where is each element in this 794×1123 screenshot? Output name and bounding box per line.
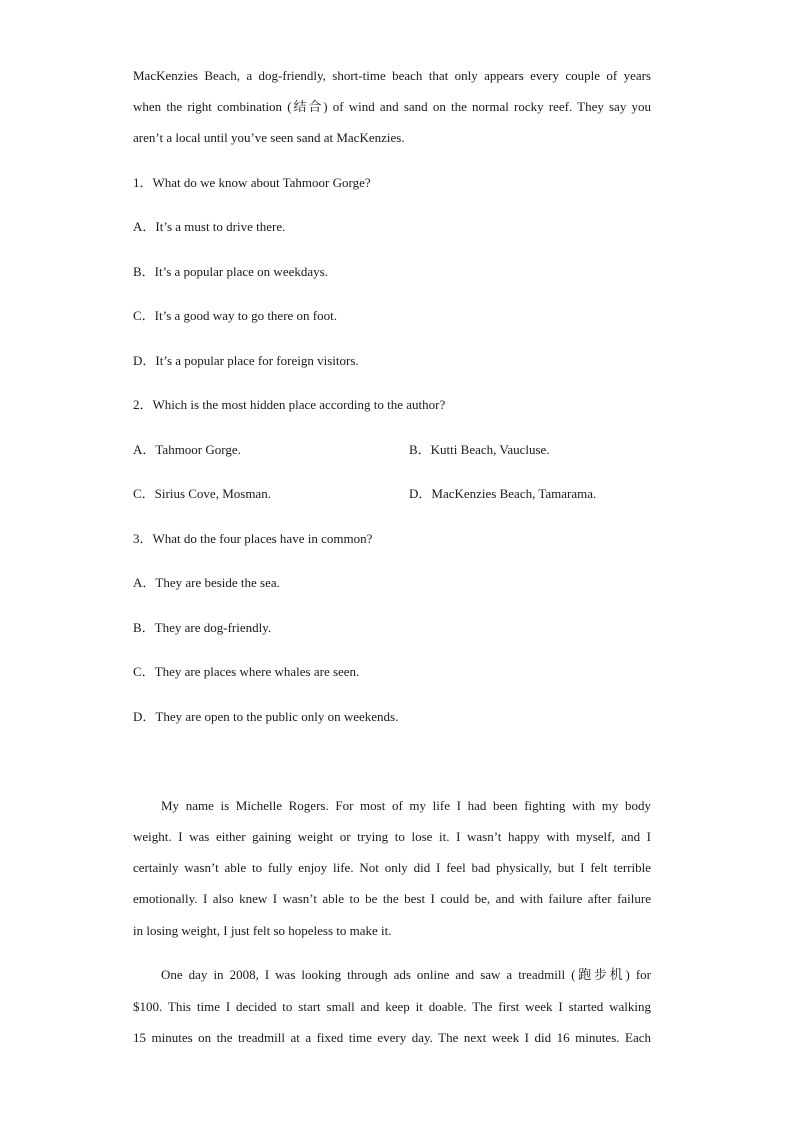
question-3-option-c: C．They are places where whales are seen. (133, 664, 360, 679)
question-2-option-d: D．MacKenzies Beach, Tamarama. (409, 486, 597, 501)
question-1-stem: 1．What do we know about Tahmoor Gorge? (133, 175, 371, 190)
paragraph-1-line: in losing weight, I just felt so hopeless to make it. (133, 923, 392, 938)
question-3-stem: 3．What do the four places have in common? (133, 531, 373, 546)
paragraph-1-line: emotionally. I also knew I wasn’t able to be the best I could be, and with failure after failure (133, 891, 651, 906)
question-2-stem: 2．Which is the most hidden place according to the author? (133, 397, 446, 412)
question-3-option-b: B．They are dog-friendly. (133, 620, 272, 635)
paragraph-1-line: certainly wasn’t able to fully enjoy life. Not only did I feel bad physically, but I felt terrible (133, 860, 651, 875)
passage-line: when the right combination (结合) of wind and sand on the normal rocky reef. They say you (133, 99, 651, 114)
passage-line: MacKenzies Beach, a dog-friendly, short-time beach that only appears every couple of years (133, 68, 651, 83)
question-1-option-a: A．It’s a must to drive there. (133, 219, 286, 234)
question-1-option-d: D．It’s a popular place for foreign visitors. (133, 353, 359, 368)
paragraph-2-line: One day in 2008, I was looking through ads online and saw a treadmill (跑步机) for (161, 967, 651, 982)
question-2-option-c: C．Sirius Cove, Mosman. (133, 486, 271, 501)
question-3-option-a: A．They are beside the sea. (133, 575, 280, 590)
question-1-option-b: B．It’s a popular place on weekdays. (133, 264, 328, 279)
paragraph-2-line: $100. This time I decided to start small and keep it doable. The first week I started walking (133, 999, 651, 1014)
paragraph-2-line: 15 minutes on the treadmill at a fixed time every day. The next week I did 16 minutes. Each (133, 1030, 651, 1045)
question-2-option-a: A．Tahmoor Gorge. (133, 442, 241, 457)
passage-line: aren’t a local until you’ve seen sand at MacKenzies. (133, 130, 405, 145)
paragraph-1-line: My name is Michelle Rogers. For most of my life I had been fighting with my body (161, 798, 651, 813)
question-2-option-b: B．Kutti Beach, Vaucluse. (409, 442, 550, 457)
paragraph-1-line: weight. I was either gaining weight or trying to lose it. I wasn’t happy with myself, and I (133, 829, 651, 844)
question-3-option-d: D．They are open to the public only on weekends. (133, 709, 399, 724)
question-1-option-c: C．It’s a good way to go there on foot. (133, 308, 337, 323)
